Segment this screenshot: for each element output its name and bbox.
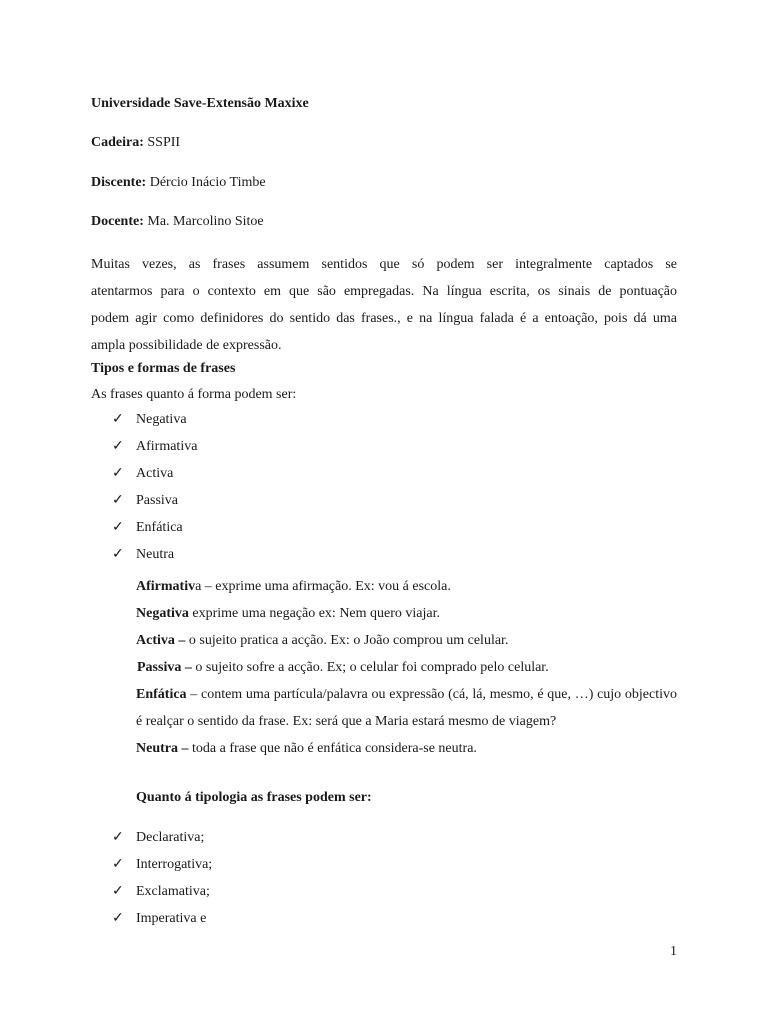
definition-enfatica: Enfática – contem uma partícula/palavra ou expressão (cá, lá, mesmo, é que, …) cujo objectivo é realçar o sentido da frase. Ex: será que a Maria estará mesmo de viagem?: [136, 687, 677, 729]
typology-list: [112, 829, 212, 937]
intro-line: ampla possibilidade de expressão.: [91, 338, 282, 353]
list-item: ✓ Afirmativa: [112, 439, 198, 454]
list-item: ✓ Interrogativa;: [112, 857, 213, 872]
checkmark-icon: ✓: [112, 439, 124, 454]
checkmark-icon: ✓: [112, 412, 124, 427]
definition-neutra: Neutra – toda a frase que não é enfática considera-se neutra.: [136, 741, 477, 756]
list-item: ✓ Activa: [112, 466, 174, 481]
definition-passiva: Passiva – o sujeito sofre a acção. Ex; o celular foi comprado pelo celular.: [137, 660, 549, 675]
section1-title: Tipos e formas de frases: [91, 361, 236, 376]
checkmark-icon: ✓: [112, 466, 124, 481]
definition-afirmativa: Afirmativa – exprime uma afirmação. Ex: vou á escola.: [136, 579, 451, 594]
list-item: ✓ Imperativa e: [112, 911, 207, 926]
discente-line: Discente: Dércio Inácio Timbe: [91, 175, 266, 190]
checkmark-icon: ✓: [112, 911, 124, 926]
checkmark-icon: ✓: [112, 547, 124, 562]
section2-title: Quanto á tipologia as frases podem ser:: [136, 790, 372, 805]
list-item: ✓ Neutra: [112, 547, 175, 562]
definitions-block: [136, 573, 677, 762]
section1-subtitle: As frases quanto á forma podem ser:: [91, 387, 297, 402]
intro-line: Muitas vezes, as frases assumem sentidos que só podem ser integralmente captados se: [91, 257, 677, 272]
list-item: ✓ Passiva: [112, 493, 178, 508]
definition-negativa: Negativa exprime uma negação ex: Nem quero viajar.: [136, 606, 441, 621]
intro-line: atentarmos para o contexto em que são empregadas. Na língua escrita, os sinais de pontuação: [91, 284, 677, 299]
checkmark-icon: ✓: [112, 520, 124, 535]
cadeira-line: Cadeira: SSPII: [91, 135, 181, 150]
list-item: ✓ Negativa: [112, 412, 187, 427]
list-item: ✓ Exclamativa;: [112, 884, 210, 899]
page-number: 1: [670, 944, 677, 959]
checkmark-icon: ✓: [112, 493, 124, 508]
definition-activa: Activa – o sujeito pratica a acção. Ex: o João comprou um celular.: [136, 633, 509, 648]
list-item: ✓ Declarativa;: [112, 830, 205, 845]
form-list: [112, 411, 197, 573]
checkmark-icon: ✓: [112, 830, 124, 845]
list-item: ✓ Enfática: [112, 520, 183, 535]
checkmark-icon: ✓: [112, 884, 124, 899]
intro-paragraph: [91, 251, 677, 359]
university-title: Universidade Save-Extensão Maxixe: [91, 96, 309, 111]
intro-line: podem agir como definidores do sentido das frases., e na língua falada é a entoação, pois dá uma: [91, 311, 677, 326]
docente-line: Docente: Ma. Marcolino Sitoe: [91, 214, 264, 229]
checkmark-icon: ✓: [112, 857, 124, 872]
